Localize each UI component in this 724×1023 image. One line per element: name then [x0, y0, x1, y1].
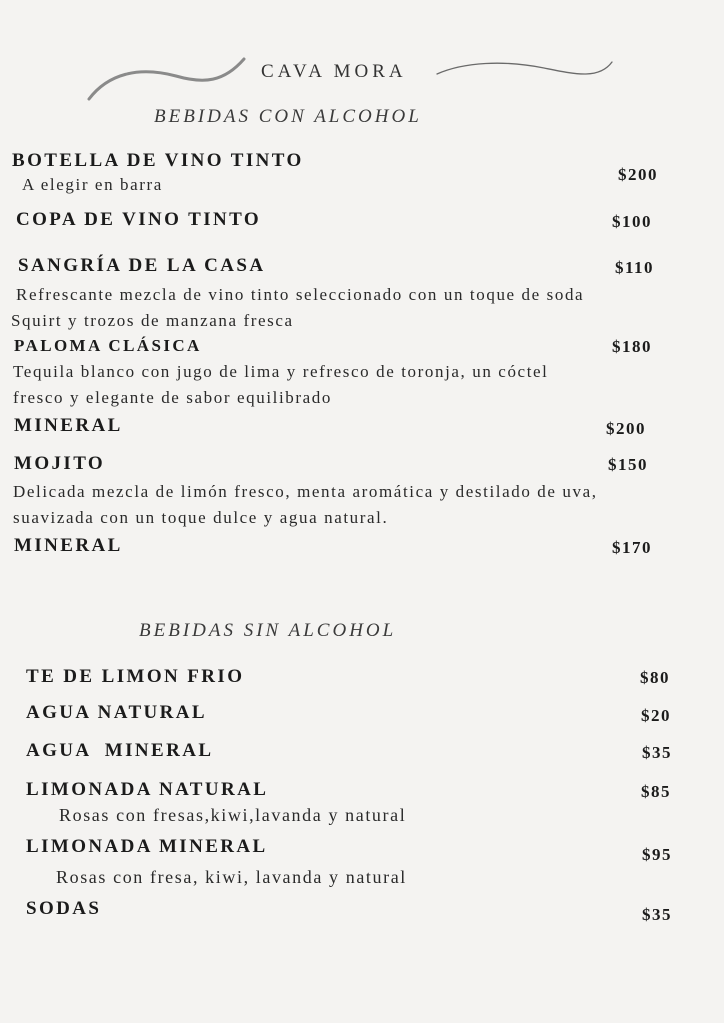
item-desc: suavizada con un toque dulce y agua natural. — [13, 508, 389, 527]
item-name: AGUA MINERAL — [26, 740, 214, 761]
item-name: AGUA NATURAL — [26, 702, 207, 723]
item-price: $100 — [612, 212, 652, 231]
item-desc: Refrescante mezcla de vino tinto seleccionado con un toque de soda — [16, 285, 585, 304]
item-name: SANGRÍA DE LA CASA — [18, 255, 266, 276]
item-name: TE DE LIMON FRIO — [26, 666, 245, 687]
item-name: PALOMA CLÁSICA — [14, 336, 202, 355]
item-name: LIMONADA NATURAL — [26, 779, 269, 800]
item-desc: Delicada mezcla de limón fresco, menta aromática y destilado de uva, — [13, 482, 598, 501]
item-price: $110 — [615, 258, 655, 277]
item-desc: Tequila blanco con jugo de lima y refresco de toronja, un cóctel — [13, 362, 549, 381]
item-name: MINERAL — [14, 415, 123, 436]
item-price: $170 — [612, 538, 652, 557]
item-name: BOTELLA DE VINO TINTO — [12, 150, 304, 171]
item-price: $20 — [641, 706, 671, 725]
item-name: COPA DE VINO TINTO — [16, 209, 262, 230]
item-name: SODAS — [26, 898, 102, 919]
section-title-alcohol: BEBIDAS CON ALCOHOL — [154, 106, 422, 127]
item-name: LIMONADA MINERAL — [26, 836, 268, 857]
left-flourish-icon — [86, 56, 248, 102]
item-desc: fresco y elegante de sabor equilibrado — [13, 388, 332, 407]
item-price: $180 — [612, 337, 652, 356]
item-price: $35 — [642, 743, 672, 762]
item-desc: A elegir en barra — [22, 175, 163, 194]
brand-title: CAVA MORA — [261, 61, 407, 82]
item-desc: Rosas con fresas,kiwi,lavanda y natural — [59, 805, 407, 825]
item-price: $150 — [608, 455, 648, 474]
item-price: $200 — [618, 165, 658, 184]
item-price: $200 — [606, 419, 646, 438]
item-name: MINERAL — [14, 535, 123, 556]
item-price: $95 — [642, 845, 672, 864]
right-flourish-icon — [434, 58, 616, 82]
item-desc: Squirt y trozos de manzana fresca — [11, 311, 294, 330]
item-price: $35 — [642, 905, 672, 924]
item-price: $85 — [641, 782, 671, 801]
item-name: MOJITO — [14, 453, 106, 474]
item-price: $80 — [640, 668, 670, 687]
item-desc: Rosas con fresa, kiwi, lavanda y natural — [56, 867, 407, 887]
section-title-sin-alcohol: BEBIDAS SIN ALCOHOL — [139, 620, 397, 641]
